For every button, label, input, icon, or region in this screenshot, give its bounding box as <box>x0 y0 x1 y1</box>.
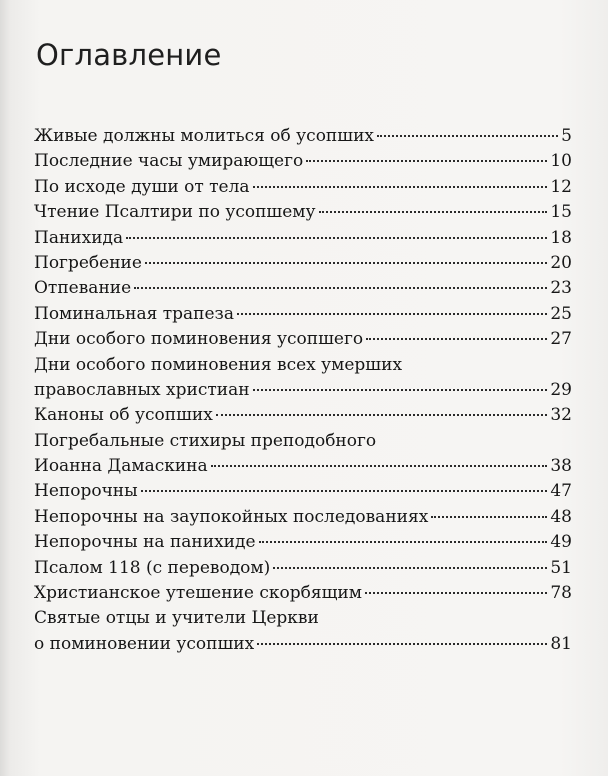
toc-entry-page: 15 <box>550 202 572 223</box>
toc-entry-title: Панихида <box>34 227 124 248</box>
toc-entry-title: Непорочны на панихиде <box>34 532 256 553</box>
toc-entry-title: Христианское утешение скорбящим <box>34 583 362 604</box>
toc-entry <box>34 200 572 225</box>
toc-entry <box>34 226 572 251</box>
toc-entry-first-line <box>34 606 572 631</box>
toc-entry <box>34 454 572 479</box>
dot-leader <box>253 389 548 391</box>
dot-leader <box>145 262 547 264</box>
toc-entry-title: Чтение Псалтири по усопшему <box>34 202 316 223</box>
toc-entry <box>34 124 572 149</box>
toc-entry-page: 48 <box>550 506 572 527</box>
dot-leader <box>365 592 547 594</box>
toc-entry-page: 23 <box>550 278 572 299</box>
toc-entry-title-line1: Святые отцы и учители Церкви <box>34 608 319 629</box>
dot-leader <box>377 135 558 137</box>
toc-entry-page: 32 <box>550 405 572 426</box>
dot-leader <box>319 211 548 213</box>
dot-leader <box>306 160 547 162</box>
toc-entry-title: Последние часы умирающего <box>34 151 304 172</box>
table-of-contents <box>34 124 572 657</box>
dot-leader <box>216 414 548 416</box>
toc-entry-title: Непорочны <box>34 481 138 502</box>
toc-entry-page: 27 <box>550 329 572 350</box>
toc-entry-page: 25 <box>550 303 572 324</box>
dot-leader <box>237 313 547 315</box>
dot-leader <box>134 287 547 289</box>
toc-entry <box>34 632 572 657</box>
toc-entry <box>34 403 572 428</box>
toc-entry-title-line1: Погребальные стихиры преподобного <box>34 430 377 451</box>
toc-entry <box>34 505 572 530</box>
dot-leader <box>253 186 548 188</box>
toc-entry <box>34 556 572 581</box>
toc-entry-page: 81 <box>550 633 572 654</box>
toc-entry-page: 51 <box>550 557 572 578</box>
toc-entry-page: 20 <box>550 252 572 273</box>
toc-entry-page: 47 <box>550 481 572 502</box>
toc-entry <box>34 175 572 200</box>
toc-entry <box>34 149 572 174</box>
toc-entry <box>34 581 572 606</box>
toc-entry-title-line1: Дни особого поминовения всех умерших <box>34 354 403 375</box>
toc-entry-title: Погребение <box>34 252 142 273</box>
toc-entry-page: 38 <box>550 456 572 477</box>
dot-leader <box>257 643 547 645</box>
toc-entry-page: 5 <box>561 126 572 146</box>
toc-entry-page: 49 <box>550 532 572 553</box>
toc-entry-title: Каноны об усопших <box>34 405 213 426</box>
toc-entry-first-line <box>34 429 572 454</box>
toc-entry-page: 12 <box>550 176 572 197</box>
toc-entry-title: о поминовении усопших <box>34 633 255 654</box>
toc-entry <box>34 251 572 276</box>
toc-entry-title: православных христиан <box>34 379 250 400</box>
toc-entry-page: 10 <box>550 151 572 172</box>
toc-entry-page: 18 <box>550 227 572 248</box>
toc-entry-title: Иоанна Дамаскина <box>34 456 208 477</box>
toc-entry <box>34 530 572 555</box>
toc-entry <box>34 378 572 403</box>
toc-entry-title: Псалом 118 (с переводом) <box>34 557 271 578</box>
page-title: Оглавление <box>36 38 222 72</box>
dot-leader <box>259 541 548 543</box>
toc-entry <box>34 479 572 504</box>
toc-entry-page: 78 <box>550 583 572 604</box>
toc-entry-title: Поминальная трапеза <box>34 303 234 324</box>
dot-leader <box>211 465 548 467</box>
toc-entry-page: 29 <box>550 379 572 400</box>
toc-entry-title: Дни особого поминовения усопшего <box>34 329 364 350</box>
toc-entry <box>34 327 572 352</box>
toc-entry-title: Непорочны на заупокойных последованиях <box>34 506 429 527</box>
dot-leader <box>431 516 547 518</box>
toc-entry-first-line <box>34 353 572 378</box>
toc-entry-title: Живые должны молиться об усопших <box>34 126 374 146</box>
toc-entry <box>34 276 572 301</box>
dot-leader <box>126 237 547 239</box>
toc-entry <box>34 302 572 327</box>
dot-leader <box>366 338 547 340</box>
dot-leader <box>273 567 547 569</box>
toc-entry-title: По исходе души от тела <box>34 176 250 197</box>
toc-entry-title: Отпевание <box>34 278 132 299</box>
dot-leader <box>141 490 548 492</box>
